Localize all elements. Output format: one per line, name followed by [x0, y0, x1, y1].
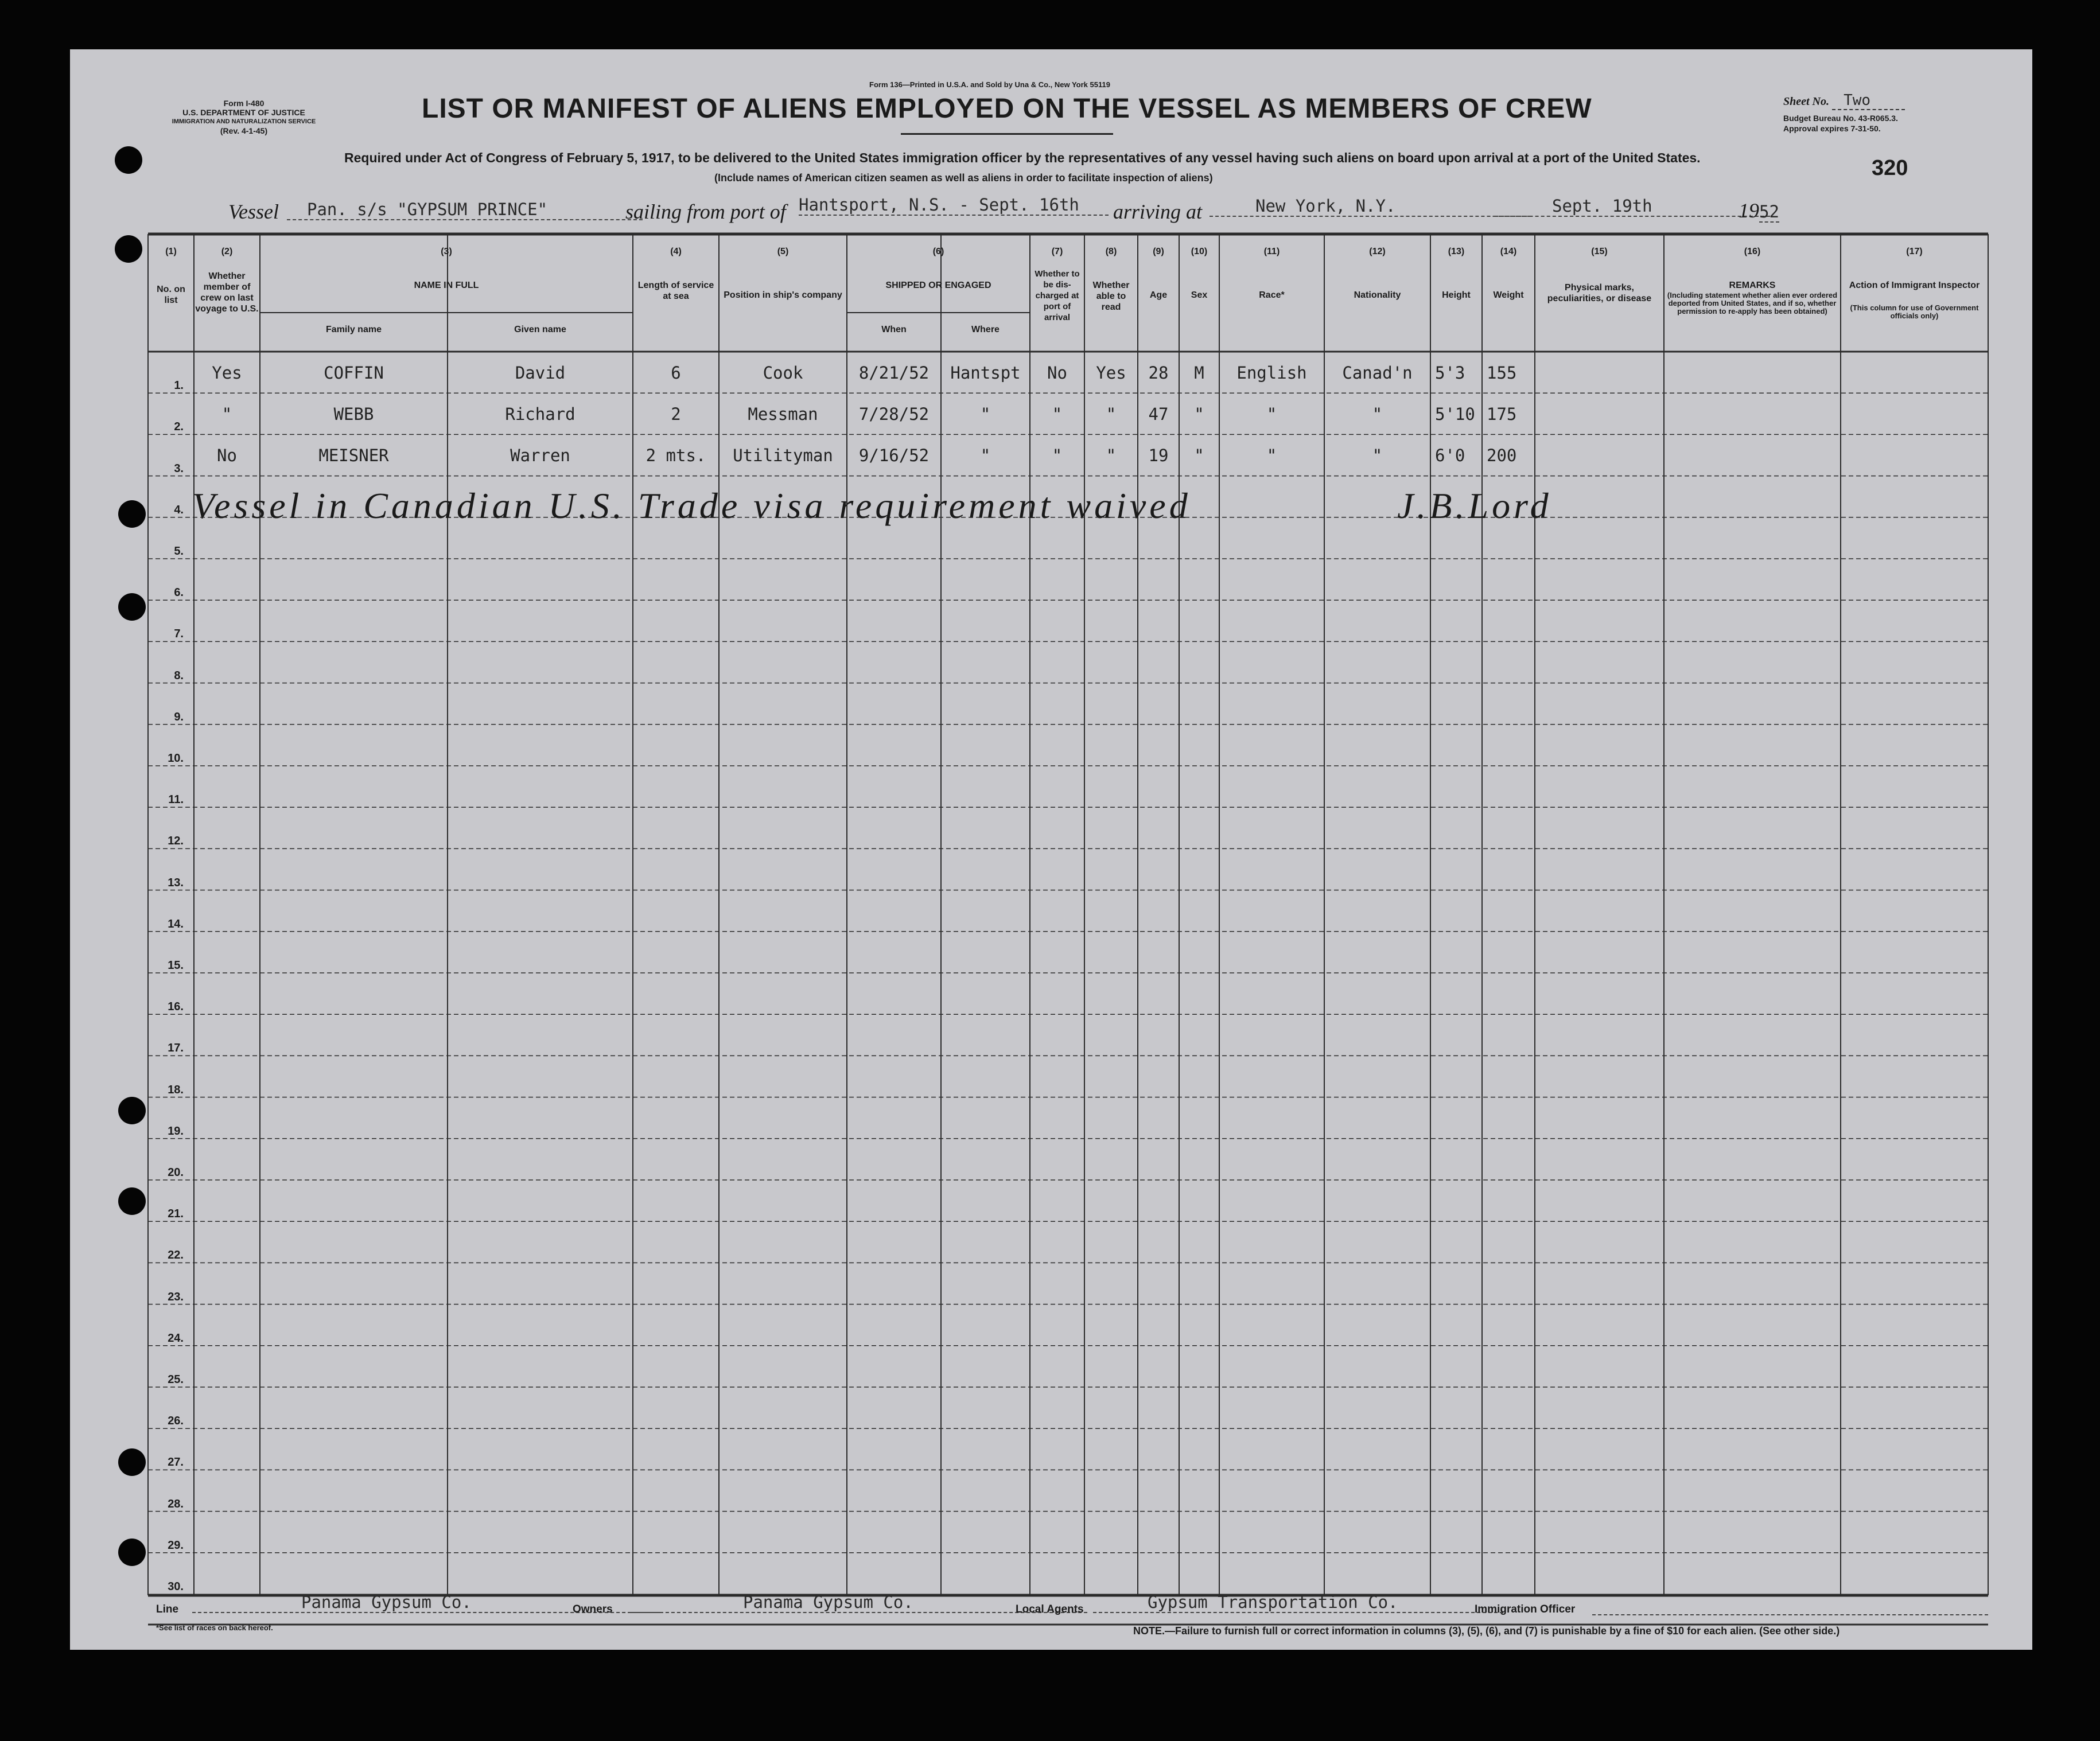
column-number: (4): [670, 247, 682, 256]
cell-last-voyage: ": [221, 404, 232, 424]
column-header: Whether able to read: [1092, 281, 1130, 312]
row-number: 14.: [168, 917, 184, 930]
cell-weight: 175: [1487, 404, 1517, 424]
row-number: 8.: [174, 669, 184, 682]
cell-nationality: ": [1372, 404, 1383, 424]
column-number: (8): [1105, 247, 1117, 256]
cell-when: 8/21/52: [858, 363, 930, 383]
cell-when: 9/16/52: [858, 446, 930, 466]
vessel-name: Pan. s/s "GYPSUM PRINCE": [287, 200, 643, 220]
budget-bureau: Budget Bureau No. 43-R065.3.: [1783, 114, 1898, 123]
cell-service: 2: [671, 404, 681, 424]
sailing-label: sailing from port of: [625, 200, 786, 223]
cell-race: ": [1266, 446, 1277, 466]
column-header: Race*: [1259, 290, 1285, 300]
column-number: (17): [1906, 247, 1923, 256]
column-header: Whether member of crew on last voyage to U.S.: [195, 271, 259, 314]
cell-height: 6'0: [1435, 446, 1465, 466]
row-number: 11.: [168, 793, 184, 807]
owners-label: Owners: [573, 1603, 613, 1615]
cell-position: Messman: [748, 404, 818, 424]
column-header: Family name: [326, 325, 382, 334]
cell-where: ": [980, 446, 991, 466]
row-number: 24.: [168, 1331, 184, 1345]
row-number: 29.: [168, 1539, 184, 1552]
column-header: Where: [971, 325, 1000, 334]
row-number: 23.: [168, 1290, 184, 1303]
arriving-label: arriving at: [1113, 200, 1203, 223]
column-header: Position in ship's company: [724, 290, 842, 300]
row-number: 9.: [174, 710, 184, 723]
row-number: 17.: [168, 1042, 184, 1055]
column-number: (11): [1263, 247, 1280, 256]
column-number: (5): [777, 247, 789, 256]
cell-given: David: [515, 363, 566, 383]
cell-family: COFFIN: [324, 363, 384, 383]
column-number: (10): [1191, 247, 1208, 256]
row-number: 2.: [174, 420, 184, 434]
column-header: Action of Immigrant Inspector: [1849, 281, 1980, 290]
column-header: Physical marks, peculiarities, or disease: [1547, 283, 1652, 303]
cell-last-voyage: Yes: [212, 363, 242, 383]
cell-discharged: ": [1052, 404, 1063, 424]
penalty-note: NOTE.—Failure to furnish full or correct information in columns (3), (5), (6), and (7) is punishable by a fine of $10 for each alien. (See other side.): [1133, 1625, 1840, 1637]
column-number: (1): [165, 247, 177, 256]
column-number: (6): [932, 247, 944, 256]
sailing-port: Hantsport, N.S. - Sept. 16th: [799, 195, 1109, 216]
owners-value: Panama Gypsum Co.: [631, 1592, 1087, 1613]
column-header: Given name: [514, 325, 566, 334]
officer-line: [1592, 1614, 1988, 1615]
cell-service: 2 mts.: [645, 446, 706, 466]
arrival-year: 1952: [1739, 199, 1779, 222]
cell-age: 19: [1148, 446, 1169, 466]
row-number: 1.: [174, 379, 184, 392]
handwritten-initials: J.B.Lord: [1397, 485, 1552, 526]
column-header: Sex: [1191, 290, 1208, 300]
line-label: Line: [156, 1603, 179, 1615]
page-number: 320: [1872, 156, 1908, 180]
column-number: (3): [441, 247, 452, 256]
column-header: When: [881, 325, 907, 334]
cell-family: WEBB: [333, 404, 374, 424]
cell-weight: 200: [1487, 446, 1517, 466]
row-number: 5.: [174, 545, 184, 558]
cell-height: 5'3: [1435, 363, 1465, 383]
row-number: 28.: [168, 1497, 184, 1510]
row-number: 16.: [168, 1000, 184, 1014]
row-number: 13.: [168, 876, 184, 889]
row-number: 3.: [174, 462, 184, 475]
races-note: *See list of races on back hereof.: [156, 1623, 273, 1632]
agents-value: Gypsum Transportation Co.: [1093, 1592, 1503, 1613]
cell-race: English: [1236, 363, 1307, 383]
column-number: (13): [1448, 247, 1465, 256]
row-number: 6.: [174, 586, 184, 599]
row-number: 25.: [168, 1373, 184, 1386]
cell-read: Yes: [1096, 363, 1126, 383]
column-header: Length of service at sea: [637, 281, 714, 301]
officer-label: Immigration Officer: [1475, 1603, 1576, 1615]
row-number: 27.: [168, 1456, 184, 1469]
cell-height: 5'10: [1435, 404, 1475, 424]
column-header: Whether to be dis-charged at port of arrival: [1035, 269, 1080, 322]
column-number: (7): [1051, 247, 1063, 256]
column-number: (9): [1153, 247, 1164, 256]
handwritten-visa-note: Vessel in Canadian U.S. Trade visa requirement waived: [192, 485, 1191, 526]
cell-when: 7/28/52: [858, 404, 930, 424]
row-number: 12.: [168, 835, 184, 848]
column-header: Nationality: [1354, 290, 1401, 300]
cell-weight: 155: [1487, 363, 1517, 383]
column-header: Age: [1149, 290, 1168, 300]
cell-nationality: Canad'n: [1342, 363, 1413, 383]
form-subtitle-note: (Include names of American citizen seamen as well as aliens in order to facilitate inspection of aliens): [714, 172, 1213, 184]
cell-service: 6: [671, 363, 681, 383]
approval-expiry: Approval expires 7-31-50.: [1783, 124, 1881, 133]
row-number: 22.: [168, 1249, 184, 1262]
row-number: 30.: [168, 1580, 184, 1593]
row-number: 26.: [168, 1415, 184, 1428]
arrival-date: Sept. 19th: [1495, 196, 1770, 217]
cell-given: Warren: [510, 446, 570, 466]
line-value: Panama Gypsum Co.: [192, 1592, 660, 1613]
cell-age: 47: [1148, 404, 1169, 424]
row-number: 21.: [168, 1208, 184, 1221]
cell-age: 28: [1148, 363, 1169, 383]
row-number: 19.: [168, 1124, 184, 1138]
cell-race: ": [1266, 404, 1277, 424]
row-number: 18.: [168, 1083, 184, 1096]
cell-where: ": [980, 404, 991, 424]
row-number: 20.: [168, 1166, 184, 1179]
cell-family: MEISNER: [318, 446, 389, 466]
cell-sex: ": [1194, 446, 1204, 466]
row-number: 4.: [174, 503, 184, 516]
column-header: Weight: [1493, 290, 1524, 300]
vessel-label: Vessel: [228, 200, 279, 223]
form-title: LIST OR MANIFEST OF ALIENS EMPLOYED ON THE VESSEL AS MEMBERS OF CREW: [422, 94, 1592, 124]
column-header: (Including statement whether alien ever ordered deported from United States, and if so, whether permission to re-apply has been obtained): [1667, 291, 1838, 316]
column-header: Height: [1442, 290, 1471, 300]
form-subtitle: Required under Act of Congress of February 5, 1917, to be delivered to the United States immigration officer by the representatives of any vessel having such aliens on board upon arrival at a port of the United States.: [344, 150, 1701, 165]
arriving-port: New York, N.Y.: [1210, 196, 1531, 217]
form-id-block: Form I-480 U.S. DEPARTMENT OF JUSTICE IMMIGRATION AND NATURALIZATION SERVICE (Rev. 4-1-45): [172, 99, 316, 135]
column-number: (12): [1369, 247, 1386, 256]
cell-read: ": [1106, 404, 1117, 424]
cell-last-voyage: No: [217, 446, 237, 466]
agents-label: Local Agents: [1016, 1603, 1084, 1615]
row-number: 15.: [168, 959, 184, 972]
column-number: (16): [1744, 247, 1761, 256]
cell-discharged: ": [1052, 446, 1063, 466]
column-header: No. on list: [157, 285, 185, 305]
cell-sex: ": [1194, 404, 1204, 424]
column-header: (This column for use of Government officials only): [1850, 303, 1979, 320]
column-number: (14): [1500, 247, 1517, 256]
sheet-number: Sheet No. Two: [1783, 92, 1905, 109]
column-header: NAME IN FULL: [414, 281, 479, 290]
row-number: 7.: [174, 628, 184, 641]
cell-position: Cook: [763, 363, 803, 383]
cell-read: ": [1106, 446, 1117, 466]
column-number: (2): [221, 247, 233, 256]
column-number: (15): [1591, 247, 1608, 256]
cell-discharged: No: [1047, 363, 1067, 383]
cell-nationality: ": [1372, 446, 1383, 466]
cell-sex: M: [1194, 363, 1204, 383]
cell-position: Utilityman: [733, 446, 833, 466]
cell-given: Richard: [505, 404, 575, 424]
column-header: REMARKS: [1729, 281, 1776, 290]
row-number: 10.: [168, 752, 184, 765]
cell-where: Hantspt: [950, 363, 1021, 383]
printer-note: Form 136—Printed in U.S.A. and Sold by Una & Co., New York 55119: [869, 80, 1110, 89]
column-header: SHIPPED OR ENGAGED: [885, 281, 991, 290]
